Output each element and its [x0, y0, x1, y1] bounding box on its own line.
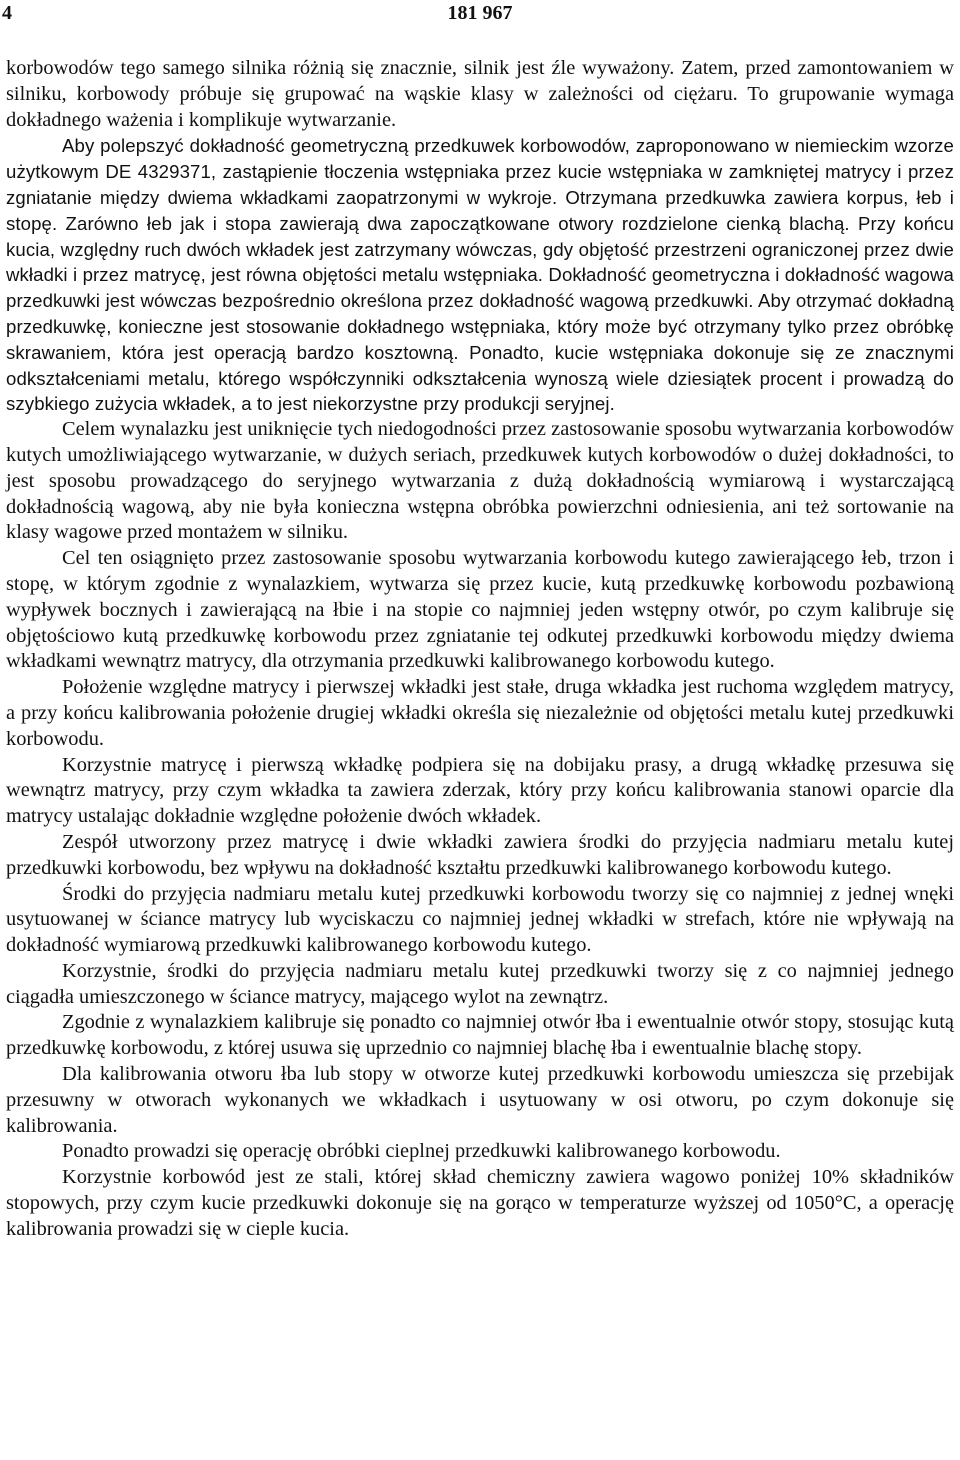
- paragraph-13: Korzystnie korbowód jest ze stali, której skład chemiczny zawiera wagowo poniżej 10% składników stopowych, przy czym kucie przedkuwki dokonuje się na gorąco w temperaturze wyższej od 1050°C, a operację kalibrowania prowadzi się w cieple kucia.: [6, 1166, 954, 1240]
- paragraph-5: Położenie względne matrycy i pierwszej wkładki jest stałe, druga wkładka jest ruchoma względem matrycy, a przy końcu kalibrowania położenie drugiej wkładki określa się niezależnie od objętości metalu kutej przedkuwki korbowodu.: [6, 676, 954, 750]
- paragraph-7: Zespół utworzony przez matrycę i dwie wkładki zawiera środki do przyjęcia nadmiaru metalu kutej przedkuwki korbowodu, bez wpływu na dokładność kształtu przedkuwki kalibrowanego korbowodu kutego.: [6, 830, 954, 879]
- paragraph-1: korbowodów tego samego silnika różnią się znacznie, silnik jest źle wyważony. Zatem, przed zamontowaniem w silniku, korbowody próbuje się grupować na wąskie klasy w zależności od ciężaru. To grupowanie wymaga dokładnego ważenia i komplikuje wytwarzanie.: [6, 57, 954, 131]
- body-text: [6, 56, 954, 1243]
- patent-number: 181 967: [447, 2, 513, 24]
- page-number: 4: [2, 2, 12, 24]
- paragraph-4: Cel ten osiągnięto przez zastosowanie sposobu wytwarzania korbowodu kutego zawierającego łeb, trzon i stopę, w którym zgodnie z wynalazkiem, wytwarza się przez kucie, kutą przedkuwkę korbowodu pozbawioną wypływek bocznych i zawierającą na łbie i na stopie co najmniej jeden wstępny otwór, po czym kalibruje się objętościowo kutą przedkuwkę korbowodu przez zgniatanie tej odkutej przedkuwki korbowodu między dwiema wkładkami wewnątrz matrycy, dla otrzymania przedkuwki kalibrowanego korbowodu kutego.: [6, 547, 954, 673]
- page-header: [0, 0, 960, 26]
- paragraph-6: Korzystnie matrycę i pierwszą wkładkę podpiera się na dobijaku prasy, a drugą wkładkę przesuwa się wewnątrz matrycy, przy czym wkładka ta zawiera zderzak, który przy końcu kalibrowania stanowi oparcie dla matrycy ustalając dokładnie względne położenie dwóch wkładek.: [6, 753, 954, 828]
- paragraph-8: Środki do przyjęcia nadmiaru metalu kutej przedkuwki korbowodu tworzy się co najmniej z jednej wnęki usytuowanej w ściance matrycy lub wyciskaczu co najmniej jednej wkładki w strefach, które nie wpływają na dokładność wymiarową przedkuwki kalibrowanego korbowodu kutego.: [6, 882, 954, 957]
- paragraph-3: Celem wynalazku jest uniknięcie tych niedogodności przez zastosowanie sposobu wytwarzania korbowodów kutych umożliwiającego wytwarzanie, w dużych seriach, przedkuwek kutych korbowodów o dużej dokładności, to jest sposobu prowadzącego do seryjnego wytwarzania z dużą dokładnością wymiarową i wystarczającą dokładnością wagową, aby nie była konieczna wstępna obróbka powierzchni odniesienia, ani też sortowanie na klasy wagowe przed montażem w silniku.: [6, 418, 954, 544]
- paragraph-2: Aby polepszyć dokładność geometryczną przedkuwek korbowodów, zaproponowano w niemieckim wzorze użytkowym DE 4329371, zastąpienie tłoczenia wstępniaka przez kucie wstępniaka w zamkniętej matrycy i przez zgniatanie między dwiema wkładkami zaopatrzonymi w wykroje. Otrzymana przedkuwka zawiera korpus, łeb i stopę. Zarówno łeb jak i stopa zawierają dwa zapoczątkowane otwory rozdzielone cienką blachą. Przy końcu kucia, względny ruch dwóch wkładek jest zatrzymany wówczas, gdy objętość przestrzeni ograniczonej przez dwie wkładki i przez matrycę, jest równa objętości metalu wstępniaka. Dokładność geometryczna i dokładność wagowa przedkuwki jest wówczas bezpośrednio określona przez dokładność wagową przedkuwki. Aby otrzymać dokładną przedkuwkę, konieczne jest stosowanie dokładnego wstępniaka, który może być otrzymany tylko przez obróbkę skrawaniem, która jest operacją bardzo kosztowną. Ponadto, kucie wstępniaka dokonuje się ze znacznymi odkształceniami metalu, którego współczynniki odkształcenia wynoszą wiele dziesiątek procent i prowadzą do szybkiego zużycia wkładek, a to jest niekorzystne przy produkcji seryjnej.: [6, 135, 954, 415]
- paragraph-11: Dla kalibrowania otworu łba lub stopy w otworze kutej przedkuwki korbowodu umieszcza się przebijak przesuwny w otworach wykonanych we wkładkach i usytuowany w osi otworu, po czym dokonuje się kalibrowania.: [6, 1063, 954, 1137]
- paragraph-12: Ponadto prowadzi się operację obróbki cieplnej przedkuwki kalibrowanego korbowodu.: [62, 1140, 781, 1163]
- paragraph-10: Zgodnie z wynalazkiem kalibruje się ponadto co najmniej otwór łba i ewentualnie otwór stopy, stosując kutą przedkuwkę korbowodu, z której usuwa się uprzednio co najmniej blachę łba i ewentualnie blachę stopy.: [6, 1011, 954, 1060]
- paragraph-9: Korzystnie, środki do przyjęcia nadmiaru metalu kutej przedkuwki tworzy się z co najmniej jednego ciągadła umieszczonego w ściance matrycy, mającego wylot na zewnątrz.: [6, 959, 954, 1008]
